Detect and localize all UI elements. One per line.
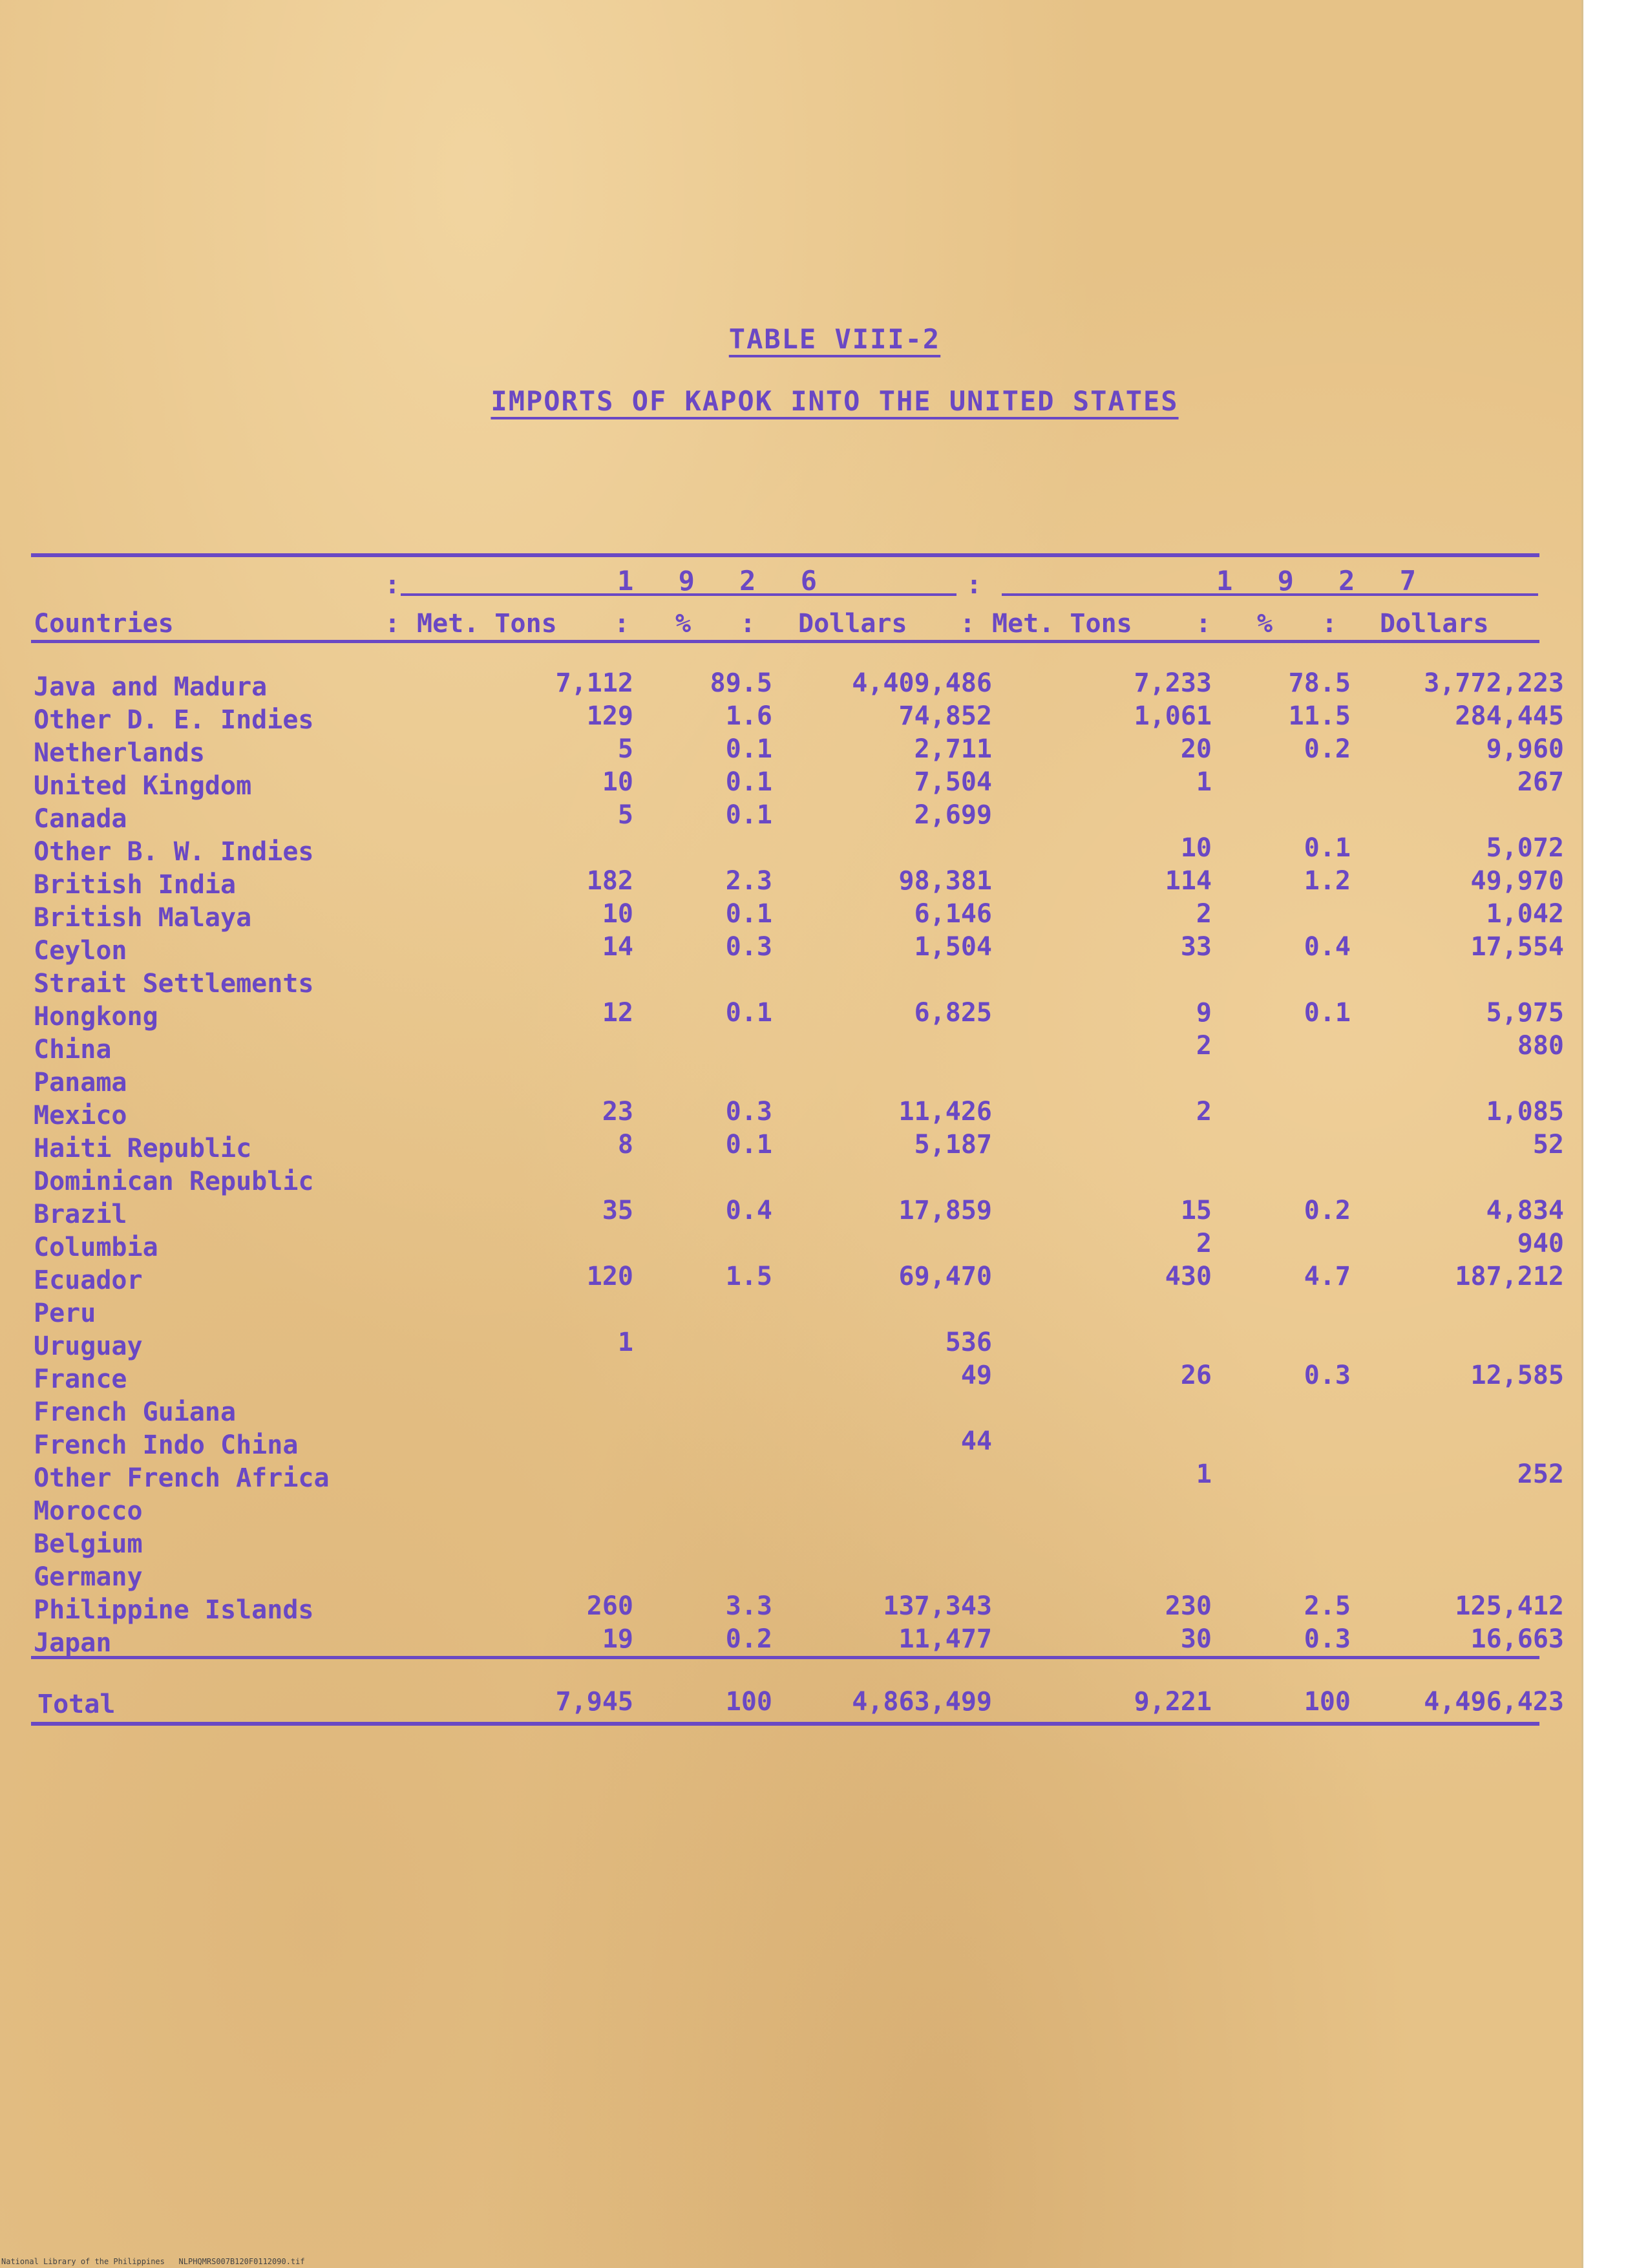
cell-dollars-1927: 5,975 [1486, 998, 1564, 1028]
cell-percent-1926: 0.2 [725, 1624, 772, 1654]
cell-percent-1927: 2.5 [1304, 1591, 1351, 1621]
cell-met-tons-1927: 114 [1165, 866, 1212, 896]
cell-met-tons-1927: 2 [1196, 1229, 1212, 1258]
cell-dollars-1926: 11,477 [898, 1624, 992, 1654]
cell-dollars-1926: 5,187 [914, 1130, 992, 1160]
country-name: Morocco [34, 1496, 143, 1526]
cell-percent-1926: 0.1 [725, 734, 772, 764]
cell-percent-1926: 3.3 [725, 1591, 772, 1621]
total-dollars-1926: 4,863,499 [852, 1687, 992, 1717]
country-name: Netherlands [34, 738, 205, 768]
cell-met-tons-1926: 7,112 [555, 668, 633, 698]
country-name: Mexico [34, 1101, 127, 1130]
cell-percent-1927: 0.2 [1304, 1196, 1351, 1225]
cell-dollars-1926: 137,343 [883, 1591, 992, 1621]
cell-met-tons-1926: 23 [602, 1097, 633, 1127]
country-name: Panama [34, 1068, 127, 1097]
country-name: Philippine Islands [34, 1595, 314, 1625]
country-name: Columbia [34, 1233, 158, 1262]
cell-met-tons-1927: 33 [1180, 932, 1212, 962]
country-name: France [34, 1364, 127, 1394]
cell-percent-1926: 2.3 [725, 866, 772, 896]
country-name: Canada [34, 804, 127, 834]
country-name: Other French Africa [34, 1463, 330, 1493]
country-name: French Indo China [34, 1430, 299, 1460]
total-label: Total [37, 1690, 116, 1719]
cell-met-tons-1927: 1 [1196, 1459, 1212, 1489]
cell-percent-1927: 1.2 [1304, 866, 1351, 896]
cell-percent-1927: 0.4 [1304, 932, 1351, 962]
country-name: Haiti Republic [34, 1134, 252, 1163]
cell-met-tons-1927: 10 [1180, 833, 1212, 863]
cell-met-tons-1926: 5 [617, 734, 633, 764]
cell-percent-1926: 0.3 [725, 1097, 772, 1127]
cell-dollars-1927: 9,960 [1486, 734, 1564, 764]
country-name: Peru [34, 1298, 96, 1328]
cell-dollars-1927: 940 [1517, 1229, 1564, 1258]
header-separator: : [740, 609, 756, 639]
country-name: Dominican Republic [34, 1167, 314, 1196]
cell-dollars-1927: 125,412 [1455, 1591, 1564, 1621]
cell-dollars-1927: 1,042 [1486, 899, 1564, 929]
cell-met-tons-1927: 7,233 [1134, 668, 1212, 698]
cell-met-tons-1926: 182 [586, 866, 633, 896]
total-dollars-1927: 4,496,423 [1424, 1687, 1564, 1717]
cell-met-tons-1926: 35 [602, 1196, 633, 1225]
country-name: Uruguay [34, 1331, 143, 1361]
cell-dollars-1926: 1,504 [914, 932, 992, 962]
pre-total-rule [31, 1656, 1539, 1659]
cell-percent-1927: 0.3 [1304, 1624, 1351, 1654]
cell-met-tons-1927: 1 [1196, 767, 1212, 797]
cell-percent-1926: 89.5 [710, 668, 772, 698]
country-name: Ceylon [34, 936, 127, 966]
cell-met-tons-1927: 2 [1196, 1031, 1212, 1061]
cell-dollars-1927: 12,585 [1470, 1361, 1564, 1390]
cell-met-tons-1926: 1 [617, 1328, 633, 1357]
country-name: Brazil [34, 1200, 127, 1229]
total-met-tons-1927: 9,221 [1134, 1687, 1212, 1717]
cell-percent-1926: 1.5 [725, 1262, 772, 1291]
country-name: Germany [34, 1562, 143, 1592]
cell-met-tons-1926: 19 [602, 1624, 633, 1654]
cell-dollars-1926: 44 [960, 1426, 992, 1456]
cell-dollars-1927: 267 [1517, 767, 1564, 797]
cell-percent-1926: 0.1 [725, 767, 772, 797]
cell-met-tons-1926: 14 [602, 932, 633, 962]
cell-met-tons-1927: 1,061 [1134, 701, 1212, 731]
cell-percent-1926: 0.4 [725, 1196, 772, 1225]
cell-percent-1927: 0.1 [1304, 998, 1351, 1028]
cell-met-tons-1927: 26 [1180, 1361, 1212, 1390]
country-name: Other B. W. Indies [34, 837, 314, 867]
cell-met-tons-1926: 260 [586, 1591, 633, 1621]
country-name: Ecuador [34, 1266, 143, 1295]
cell-met-tons-1927: 2 [1196, 899, 1212, 929]
country-name: British India [34, 870, 237, 900]
cell-met-tons-1926: 8 [617, 1130, 633, 1160]
percent-1927-header: % [1257, 609, 1273, 639]
cell-dollars-1927: 5,072 [1486, 833, 1564, 863]
cell-dollars-1926: 74,852 [898, 701, 992, 731]
cell-dollars-1926: 2,699 [914, 800, 992, 830]
cell-percent-1927: 78.5 [1288, 668, 1351, 698]
cell-met-tons-1927: 9 [1196, 998, 1212, 1028]
cell-percent-1926: 1.6 [725, 701, 772, 731]
cell-dollars-1927: 17,554 [1470, 932, 1564, 962]
cell-dollars-1926: 2,711 [914, 734, 992, 764]
cell-percent-1927: 11.5 [1288, 701, 1351, 731]
header-separator: : [385, 609, 401, 639]
total-percent-1926: 100 [725, 1687, 772, 1717]
met-tons-1927-header: Met. Tons [992, 609, 1132, 639]
country-name: China [34, 1035, 112, 1065]
header-separator: : [385, 570, 401, 600]
country-name: Hongkong [34, 1002, 158, 1032]
cell-percent-1926: 0.1 [725, 800, 772, 830]
archive-footer: National Library of the Philippines NLPHQMRS007B120F0112090.tif [1, 2257, 305, 2266]
cell-met-tons-1927: 230 [1165, 1591, 1212, 1621]
cell-percent-1926: 0.1 [725, 899, 772, 929]
country-name: Strait Settlements [34, 969, 314, 999]
cell-dollars-1927: 49,970 [1470, 866, 1564, 896]
cell-met-tons-1927: 2 [1196, 1097, 1212, 1127]
cell-percent-1927: 0.1 [1304, 833, 1351, 863]
total-met-tons-1926: 7,945 [555, 1687, 633, 1717]
country-name: French Guiana [34, 1397, 237, 1427]
table-title: IMPORTS OF KAPOK INTO THE UNITED STATES [491, 385, 1179, 417]
header-separator: : [960, 609, 976, 639]
cell-dollars-1927: 16,663 [1470, 1624, 1564, 1654]
country-name: Java and Madura [34, 672, 268, 702]
top-rule [31, 553, 1539, 557]
countries-header: Countries [34, 609, 174, 639]
cell-met-tons-1927: 430 [1165, 1262, 1212, 1291]
cell-percent-1927: 0.2 [1304, 734, 1351, 764]
year-1927-header: 1 9 2 7 [1216, 565, 1431, 597]
cell-percent-1926: 0.1 [725, 1130, 772, 1160]
country-name: Belgium [34, 1529, 143, 1559]
country-name: Japan [34, 1628, 112, 1658]
header-separator: : [1322, 609, 1338, 639]
cell-met-tons-1926: 10 [602, 899, 633, 929]
cell-dollars-1926: 6,825 [914, 998, 992, 1028]
cell-dollars-1926: 49 [960, 1361, 992, 1390]
cell-dollars-1926: 536 [945, 1328, 992, 1357]
cell-dollars-1926: 7,504 [914, 767, 992, 797]
cell-dollars-1926: 4,409,486 [852, 668, 992, 698]
cell-percent-1926: 0.1 [725, 998, 772, 1028]
cell-met-tons-1926: 129 [586, 701, 633, 731]
header-rule [31, 640, 1539, 643]
dollars-1926-header: Dollars [798, 609, 907, 639]
cell-met-tons-1926: 10 [602, 767, 633, 797]
cell-dollars-1927: 187,212 [1455, 1262, 1564, 1291]
header-separator: : [614, 609, 630, 639]
header-separator: : [966, 570, 982, 600]
cell-met-tons-1926: 12 [602, 998, 633, 1028]
cell-percent-1927: 4.7 [1304, 1262, 1351, 1291]
cell-dollars-1927: 252 [1517, 1459, 1564, 1489]
cell-dollars-1927: 1,085 [1486, 1097, 1564, 1127]
cell-dollars-1927: 880 [1517, 1031, 1564, 1061]
country-name: British Malaya [34, 903, 252, 933]
cell-met-tons-1927: 20 [1180, 734, 1212, 764]
cell-dollars-1926: 6,146 [914, 899, 992, 929]
cell-met-tons-1926: 120 [586, 1262, 633, 1291]
met-tons-1926-header: Met. Tons [417, 609, 557, 639]
cell-dollars-1927: 284,445 [1455, 701, 1564, 731]
country-name: Other D. E. Indies [34, 705, 314, 735]
cell-dollars-1927: 52 [1532, 1130, 1564, 1160]
cell-percent-1926: 0.3 [725, 932, 772, 962]
cell-dollars-1926: 69,470 [898, 1262, 992, 1291]
table-label: TABLE VIII-2 [728, 323, 941, 355]
cell-met-tons-1927: 30 [1180, 1624, 1212, 1654]
country-name: United Kingdom [34, 771, 252, 801]
total-rule [31, 1722, 1539, 1726]
cell-dollars-1927: 4,834 [1486, 1196, 1564, 1225]
cell-met-tons-1927: 15 [1180, 1196, 1212, 1225]
total-percent-1927: 100 [1304, 1687, 1351, 1717]
cell-dollars-1926: 11,426 [898, 1097, 992, 1127]
cell-met-tons-1926: 5 [617, 800, 633, 830]
header-separator: : [1196, 609, 1212, 639]
percent-1926-header: % [675, 609, 692, 639]
cell-dollars-1926: 17,859 [898, 1196, 992, 1225]
cell-dollars-1927: 3,772,223 [1424, 668, 1564, 698]
cell-percent-1927: 0.3 [1304, 1361, 1351, 1390]
dollars-1927-header: Dollars [1380, 609, 1489, 639]
cell-dollars-1926: 98,381 [898, 866, 992, 896]
year-1926-header: 1 9 2 6 [617, 565, 832, 597]
